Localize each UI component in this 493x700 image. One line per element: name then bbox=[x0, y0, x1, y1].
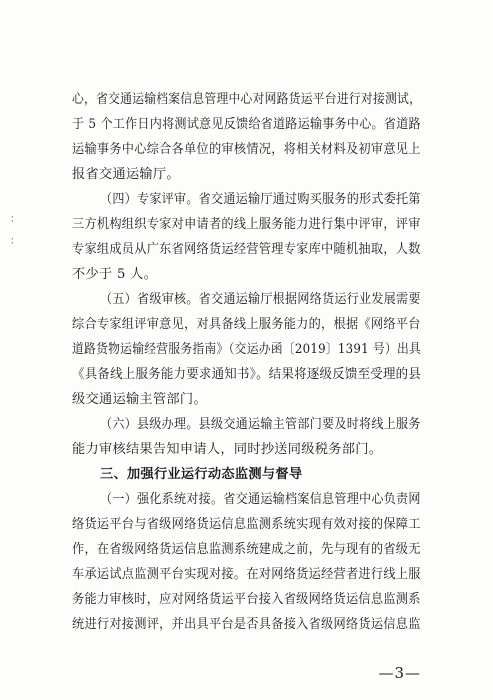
margin-mark: ： bbox=[10, 236, 20, 247]
text-line: 于 5 个工作日内将测试意见反馈给省道路运输事务中心。省道路 bbox=[72, 117, 421, 132]
text-line: 能力审核结果告知申请人，同时抄送同级税务部门。 bbox=[72, 442, 383, 457]
text-line: 作，在省级网络货运信息监测系统建成之前，先与现有的省级无 bbox=[72, 542, 421, 557]
text-line: 级交通运输主管部门。 bbox=[72, 392, 207, 407]
text-line: 运输事务中心综合各单位的审核情况，将相关材料及初审意见上 bbox=[72, 142, 421, 157]
text-line: 统进行对接测评，并出具平台是否具备接入省级网络货运信息监 bbox=[72, 617, 421, 632]
paragraph-line: （六）县级办理。县级交通运输主管部门要及时将线上服务 bbox=[100, 417, 421, 432]
text-line: 《具备线上服务能力要求通知书》。结果将逐级反馈至受理的县 bbox=[72, 367, 422, 382]
section-heading: 三、加强行业运行动态监测与督导 bbox=[100, 467, 303, 482]
paragraph-line: （一）强化系统对接。省交通运输档案信息管理中心负责网 bbox=[100, 492, 421, 507]
margin-mark: ： bbox=[10, 214, 20, 225]
text-line: 三方机构组织专家对申请者的线上服务能力进行集中评审，评审 bbox=[72, 217, 421, 232]
paragraph-line: （五）省级审核。省交通运输厅根据网络货运行业发展需要 bbox=[100, 292, 421, 307]
text-line: 车承运试点监测平台实现对接。在对网络货运经营者进行线上服 bbox=[72, 567, 421, 582]
text-line: 务能力审核时，应对网络货运平台接入省级网络货运信息监测系 bbox=[72, 592, 421, 607]
text-line: 报省交通运输厅。 bbox=[72, 167, 180, 182]
text-line: 不少于 5 人。 bbox=[72, 267, 158, 282]
text-line: 心，省交通运输档案信息管理中心对网路货运平台进行对接测试， bbox=[72, 92, 422, 107]
text-line: 络货运平台与省级网络货运信息监测系统实现有效对接的保障工 bbox=[72, 517, 421, 532]
text-line: 综合专家组评审意见，对具备线上服务能力的，根据《网络平台 bbox=[72, 317, 421, 332]
paragraph-line: （四）专家评审。省交通运输厅通过购买服务的形式委托第 bbox=[100, 192, 421, 207]
page-number: —3— bbox=[378, 664, 421, 682]
text-line: 专家组成员从广东省网络货运经营管理专家库中随机抽取，人数 bbox=[72, 242, 421, 257]
text-line: 道路货物运输经营服务指南》（交运办函〔2019〕1391 号）出具 bbox=[72, 342, 422, 357]
